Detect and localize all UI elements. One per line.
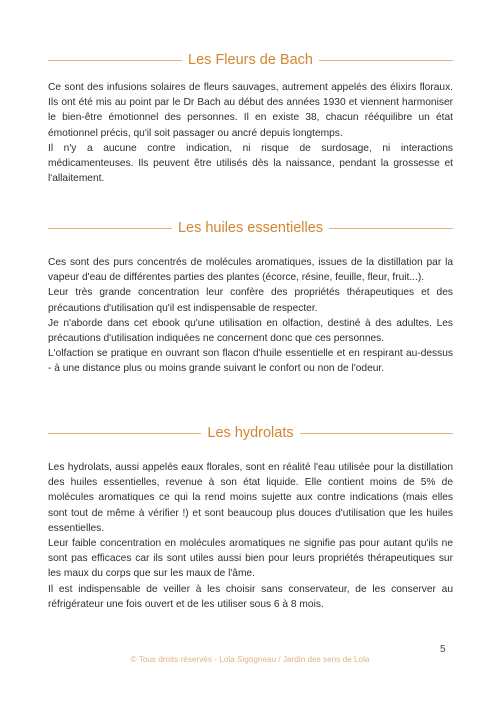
heading-rule-right <box>300 433 453 434</box>
section-heading-fleurs-de-bach <box>48 50 453 70</box>
section-body-fleurs-de-bach <box>48 80 453 186</box>
section-heading-hydrolats <box>48 423 453 443</box>
page-number: 5 <box>440 644 446 655</box>
paragraph: Leur très grande concentration leur confère des propriétés thérapeutiques et des précautions d'utilisation qu'il est indispensable de respecter. <box>48 287 453 314</box>
heading-rule-left <box>48 228 172 229</box>
paragraph: Ce sont des infusions solaires de fleurs sauvages, autrement appelés des élixirs floraux. Ils ont été mis au point par le Dr Bach au début des années 1930 et viennent harmoniser le bien-être émotionnel des personnes. Il en existe 38, chacun rééquilibre un état émotionnel précis, qu'il soit passager ou ancré depuis longtemps. <box>48 82 453 139</box>
paragraph: Je n'aborde dans cet ebook qu'une utilisation en olfaction, destiné à des adultes. Les précautions d'utilisation indiquées ne concernent donc que ces personnes. <box>48 317 453 345</box>
paragraph: Leur faible concentration en molécules aromatiques ne signifie pas pour autant qu'ils ne sont pas efficaces car ils sont utiles aussi bien pour leurs propriétés thérapeutiques sur les maux du corps que sur les maux de l'âme. <box>48 538 453 580</box>
footer-copyright: © Tous droits réservés - Lola Sigogneau / Jardin des sens de Lola <box>130 655 370 664</box>
section-heading-huiles-essentielles <box>48 218 453 238</box>
paragraph: Il est indispensable de veiller à les choisir sans conservateur, de les conserver au réfrigérateur une fois ouvert et de les utiliser sous 6 à 8 mois. <box>48 583 453 610</box>
paragraph: L'olfaction se pratique en ouvrant son flacon d'huile essentielle et en respirant au-dessus - à une distance plus ou moins grande suivant le confort ou non de l'odeur. <box>48 348 453 375</box>
heading-rule-right <box>319 60 453 61</box>
section-title: Les hydrolats <box>207 425 294 441</box>
paragraph: Ces sont des purs concentrés de molécules aromatiques, issues de la distillation par la vapeur d'eau de différentes parties des plantes (écorce, résine, feuille, fleur, fruit...). <box>48 257 453 284</box>
heading-rule-left <box>48 433 201 434</box>
paragraph: Il n'y a aucune contre indication, ni risque de surdosage, ni interactions médicamenteuses. Ils peuvent être utilisés dès la naissance, pendant la grossesse et l'allaitement. <box>48 142 453 185</box>
heading-rule-left <box>48 60 182 61</box>
section-body-hydrolats <box>48 460 453 612</box>
paragraph: Les hydrolats, aussi appelés eaux florales, sont en réalité l'eau utilisée pour la distillation des huiles essentielles, revenue à son état liquide. Elle contient moins de 5% de molécules aromatiques ce qui la rend moins sujette aux contre indications (mais elles sont tout de même à vérifier !) et sont beaucoup plus douces d'utilisation que les huiles essentielles. <box>48 462 453 534</box>
section-title: Les huiles essentielles <box>177 220 324 236</box>
section-body-huiles-essentielles <box>48 255 453 377</box>
section-title: Les Fleurs de Bach <box>188 52 313 68</box>
heading-rule-right <box>329 228 453 229</box>
